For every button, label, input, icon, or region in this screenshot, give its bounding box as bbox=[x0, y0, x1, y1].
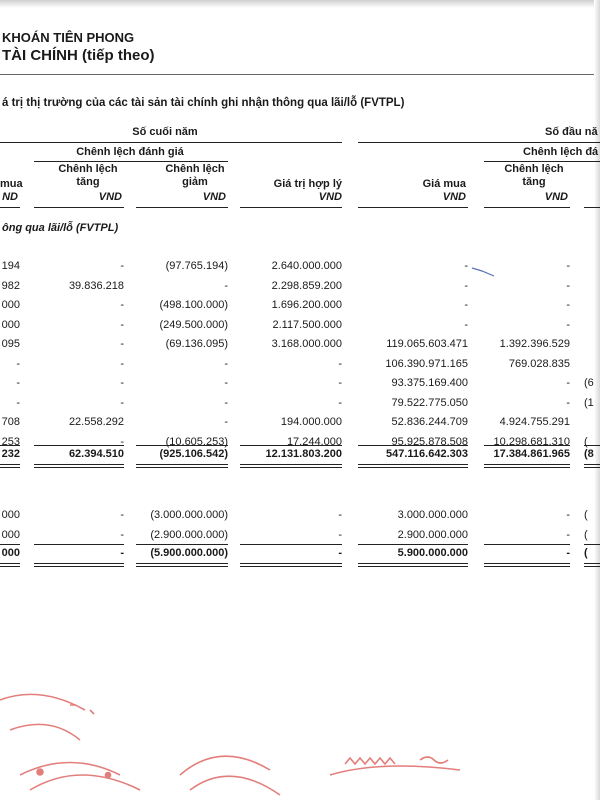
table-row-2-c1: - bbox=[120, 299, 124, 311]
table2-row-1-c1: - bbox=[120, 529, 124, 541]
table-row-1-c1: 39.836.218 bbox=[68, 280, 124, 292]
table-row-3-c1: - bbox=[120, 319, 124, 331]
table-row-6-c5: - bbox=[566, 377, 570, 389]
total2-bottom-rule-c2 bbox=[136, 563, 228, 567]
total1-row-c1: 62.394.510 bbox=[68, 448, 124, 460]
table-row-3-c5: - bbox=[566, 319, 570, 331]
rule-c1 bbox=[34, 207, 124, 208]
total1-bottom-rule-c2 bbox=[136, 464, 228, 468]
unit-buy-price: VND bbox=[442, 191, 466, 203]
total1-top-rule-c3 bbox=[240, 445, 342, 446]
table-row-0-c0: 194 bbox=[1, 260, 20, 272]
table-row-3-c2: (249.500.000) bbox=[159, 319, 228, 331]
total2-bottom-rule-c3 bbox=[240, 563, 342, 567]
total2-top-rule-c0 bbox=[0, 544, 20, 545]
unit-partial: ND bbox=[2, 191, 18, 203]
total1-top-rule-c6 bbox=[584, 445, 600, 446]
total2-row-c3: - bbox=[338, 547, 342, 559]
table-row-8-c0: 708 bbox=[1, 416, 20, 428]
pen-mark bbox=[470, 262, 496, 278]
table-row-1-c3: 2.298.859.200 bbox=[271, 280, 342, 292]
total1-top-rule-c5 bbox=[484, 445, 570, 446]
header-increase: Chênh lệch tăng bbox=[58, 163, 118, 188]
unit-increase: VND bbox=[98, 191, 122, 203]
total2-bottom-rule-c4 bbox=[358, 563, 468, 567]
total1-bottom-rule-c5 bbox=[484, 464, 570, 468]
rule-c3 bbox=[240, 207, 342, 208]
header-fair-value: Giá trị hợp lý bbox=[273, 178, 342, 190]
header-eval-diff-start: Chênh lệch đá bbox=[523, 146, 599, 158]
table-row-9-c5: 10.298.681.310 bbox=[493, 436, 570, 448]
table-row-0-c4: - bbox=[464, 260, 468, 272]
unit-fair-value: VND bbox=[318, 191, 342, 203]
table-row-6-c3: - bbox=[338, 377, 342, 389]
total2-row-c4: 5.900.000.000 bbox=[397, 547, 468, 559]
table-row-6-c2: - bbox=[224, 377, 228, 389]
header-eval-diff-end: Chênh lệch đánh giá bbox=[76, 146, 184, 158]
table-row-0-c5: - bbox=[566, 260, 570, 272]
table-row-4-c5: 1.392.396.529 bbox=[499, 338, 570, 350]
header-end-year: Số cuối năm bbox=[132, 126, 198, 138]
table-row-8-c5: 4.924.755.291 bbox=[499, 416, 570, 428]
table-row-1-c0: 982 bbox=[1, 280, 20, 292]
table-row-9-c3: 17.244.000 bbox=[286, 436, 342, 448]
table-row-7-c5: - bbox=[566, 397, 570, 409]
unit-decrease: VND bbox=[202, 191, 226, 203]
table-row-3-c4: - bbox=[464, 319, 468, 331]
total1-bottom-rule-c0 bbox=[0, 464, 20, 468]
table-row-7-c6: (1 bbox=[584, 397, 594, 409]
total1-bottom-rule-c1 bbox=[34, 464, 124, 468]
table-row-5-c2: - bbox=[224, 358, 228, 370]
total2-bottom-rule-c6 bbox=[584, 563, 600, 567]
table-row-9-c2: (10.605.253) bbox=[165, 436, 228, 448]
table2-row-1-c5: - bbox=[566, 529, 570, 541]
total1-top-rule-c1 bbox=[34, 445, 124, 446]
table-row-7-c0: - bbox=[16, 397, 20, 409]
total2-top-rule-c5 bbox=[484, 544, 570, 545]
table-row-0-c1: - bbox=[120, 260, 124, 272]
table-row-2-c2: (498.100.000) bbox=[159, 299, 228, 311]
total1-row-c6: (8 bbox=[584, 448, 594, 460]
table2-row-0-c6: ( bbox=[584, 509, 588, 521]
subsection-title: ông qua lãi/lỗ (FVTPL) bbox=[2, 222, 119, 234]
rule-c6 bbox=[584, 207, 600, 208]
table2-row-1-c4: 2.900.000.000 bbox=[397, 529, 468, 541]
table2-row-1-c0: 000 bbox=[1, 529, 20, 541]
total1-row-c4: 547.116.642.303 bbox=[386, 448, 468, 460]
table-row-4-c4: 119.065.603.471 bbox=[386, 338, 468, 350]
total1-row-c3: 12.131.803.200 bbox=[265, 448, 342, 460]
table-row-6-c4: 93.375.169.400 bbox=[391, 377, 468, 389]
table-row-3-c0: 000 bbox=[1, 319, 20, 331]
total2-bottom-rule-c5 bbox=[484, 563, 570, 567]
rule-c2 bbox=[136, 207, 228, 208]
total2-row-c2: (5.900.000.000) bbox=[150, 547, 228, 559]
total1-top-rule-c2 bbox=[136, 445, 228, 446]
table-row-4-c0: 095 bbox=[1, 338, 20, 350]
total1-bottom-rule-c3 bbox=[240, 464, 342, 468]
table2-row-1-c2: (2.900.000.000) bbox=[150, 529, 228, 541]
table2-row-1-c6: ( bbox=[584, 529, 588, 541]
title-divider bbox=[0, 74, 594, 75]
total2-top-rule-c2 bbox=[136, 544, 228, 545]
total2-top-rule-c3 bbox=[240, 544, 342, 545]
table-row-0-c3: 2.640.000.000 bbox=[271, 260, 342, 272]
total1-row-c5: 17.384.861.965 bbox=[493, 448, 570, 460]
table-row-7-c1: - bbox=[120, 397, 124, 409]
table-row-6-c0: - bbox=[16, 377, 20, 389]
scan-edge-top bbox=[0, 0, 600, 8]
total2-bottom-rule-c1 bbox=[34, 563, 124, 567]
total1-bottom-rule-c4 bbox=[358, 464, 468, 468]
table-row-9-c6: ( bbox=[584, 436, 588, 448]
total1-top-rule-c4 bbox=[358, 445, 468, 446]
table-row-5-c4: 106.390.971.165 bbox=[385, 358, 468, 370]
table-row-6-c1: - bbox=[120, 377, 124, 389]
eval-diff-start-underline bbox=[484, 161, 600, 162]
table-row-9-c1: - bbox=[120, 436, 124, 448]
table2-row-0-c5: - bbox=[566, 509, 570, 521]
table-row-7-c3: - bbox=[338, 397, 342, 409]
table-row-5-c5: 769.028.835 bbox=[508, 358, 570, 370]
table-row-5-c3: - bbox=[338, 358, 342, 370]
total2-top-rule-c1 bbox=[34, 544, 124, 545]
rule-c0 bbox=[0, 207, 20, 208]
table-row-6-c6: (6 bbox=[584, 377, 594, 389]
total2-row-c0: 000 bbox=[1, 547, 20, 559]
table2-row-0-c4: 3.000.000.000 bbox=[397, 509, 468, 521]
header-buy-price: Giá mua bbox=[422, 178, 466, 190]
table-row-9-c4: 95.925.878.508 bbox=[391, 436, 468, 448]
start-year-underline bbox=[358, 142, 600, 143]
end-year-underline bbox=[0, 142, 342, 143]
table-row-1-c5: - bbox=[566, 280, 570, 292]
table2-row-1-c3: - bbox=[338, 529, 342, 541]
unit-increase-start: VND bbox=[544, 191, 568, 203]
section-title: á trị thị trường của các tài sản tài chính ghi nhận thông qua lãi/lỗ (FVTPL) bbox=[2, 97, 405, 109]
header-buy-price-partial: mua bbox=[0, 178, 23, 190]
eval-diff-end-underline bbox=[34, 161, 228, 162]
total1-top-rule-c0 bbox=[0, 445, 20, 446]
table-row-1-c4: - bbox=[464, 280, 468, 292]
total1-row-c0: 232 bbox=[1, 448, 20, 460]
table-row-1-c2: - bbox=[224, 280, 228, 292]
table2-row-0-c3: - bbox=[338, 509, 342, 521]
table-row-3-c3: 2.117.500.000 bbox=[272, 319, 342, 331]
total2-top-rule-c6 bbox=[584, 544, 600, 545]
table2-row-0-c0: 000 bbox=[1, 509, 20, 521]
total2-bottom-rule-c0 bbox=[0, 563, 20, 567]
total1-bottom-rule-c6 bbox=[584, 464, 600, 468]
table-row-2-c3: 1.696.200.000 bbox=[271, 299, 342, 311]
table-row-7-c2: - bbox=[224, 397, 228, 409]
table-row-8-c3: 194.000.000 bbox=[280, 416, 342, 428]
header-start-year: Số đầu nă bbox=[545, 126, 598, 138]
header-decrease: Chênh lệch giảm bbox=[165, 163, 225, 188]
table-row-4-c3: 3.168.000.000 bbox=[271, 338, 342, 350]
table-row-8-c4: 52.836.244.709 bbox=[391, 416, 468, 428]
table-row-9-c0: 253 bbox=[1, 436, 20, 448]
table-row-5-c0: - bbox=[16, 358, 20, 370]
rule-c5 bbox=[484, 207, 570, 208]
company-name: KHOÁN TIÊN PHONG bbox=[2, 30, 135, 45]
table-row-7-c4: 79.522.775.050 bbox=[391, 397, 468, 409]
header-increase-start: Chênh lệch tăng bbox=[504, 163, 564, 188]
table-row-2-c5: - bbox=[566, 299, 570, 311]
total2-row-c6: ( bbox=[584, 547, 588, 559]
table2-row-0-c1: - bbox=[120, 509, 124, 521]
page-title: TÀI CHÍNH (tiếp theo) bbox=[2, 47, 155, 64]
table-row-4-c2: (69.136.095) bbox=[165, 338, 228, 350]
total1-row-c2: (925.106.542) bbox=[159, 448, 228, 460]
table-row-5-c1: - bbox=[120, 358, 124, 370]
table-row-2-c4: - bbox=[464, 299, 468, 311]
total2-top-rule-c4 bbox=[358, 544, 468, 545]
table-row-8-c1: 22.558.292 bbox=[68, 416, 124, 428]
table2-row-0-c2: (3.000.000.000) bbox=[150, 509, 228, 521]
table-row-8-c2: - bbox=[224, 416, 228, 428]
table-row-0-c2: (97.765.194) bbox=[165, 260, 228, 272]
rule-c4 bbox=[358, 207, 468, 208]
total2-row-c5: - bbox=[566, 547, 570, 559]
total2-row-c1: - bbox=[120, 547, 124, 559]
red-stamp-seal bbox=[0, 680, 600, 800]
table-row-2-c0: 000 bbox=[1, 299, 20, 311]
table-row-4-c1: - bbox=[120, 338, 124, 350]
